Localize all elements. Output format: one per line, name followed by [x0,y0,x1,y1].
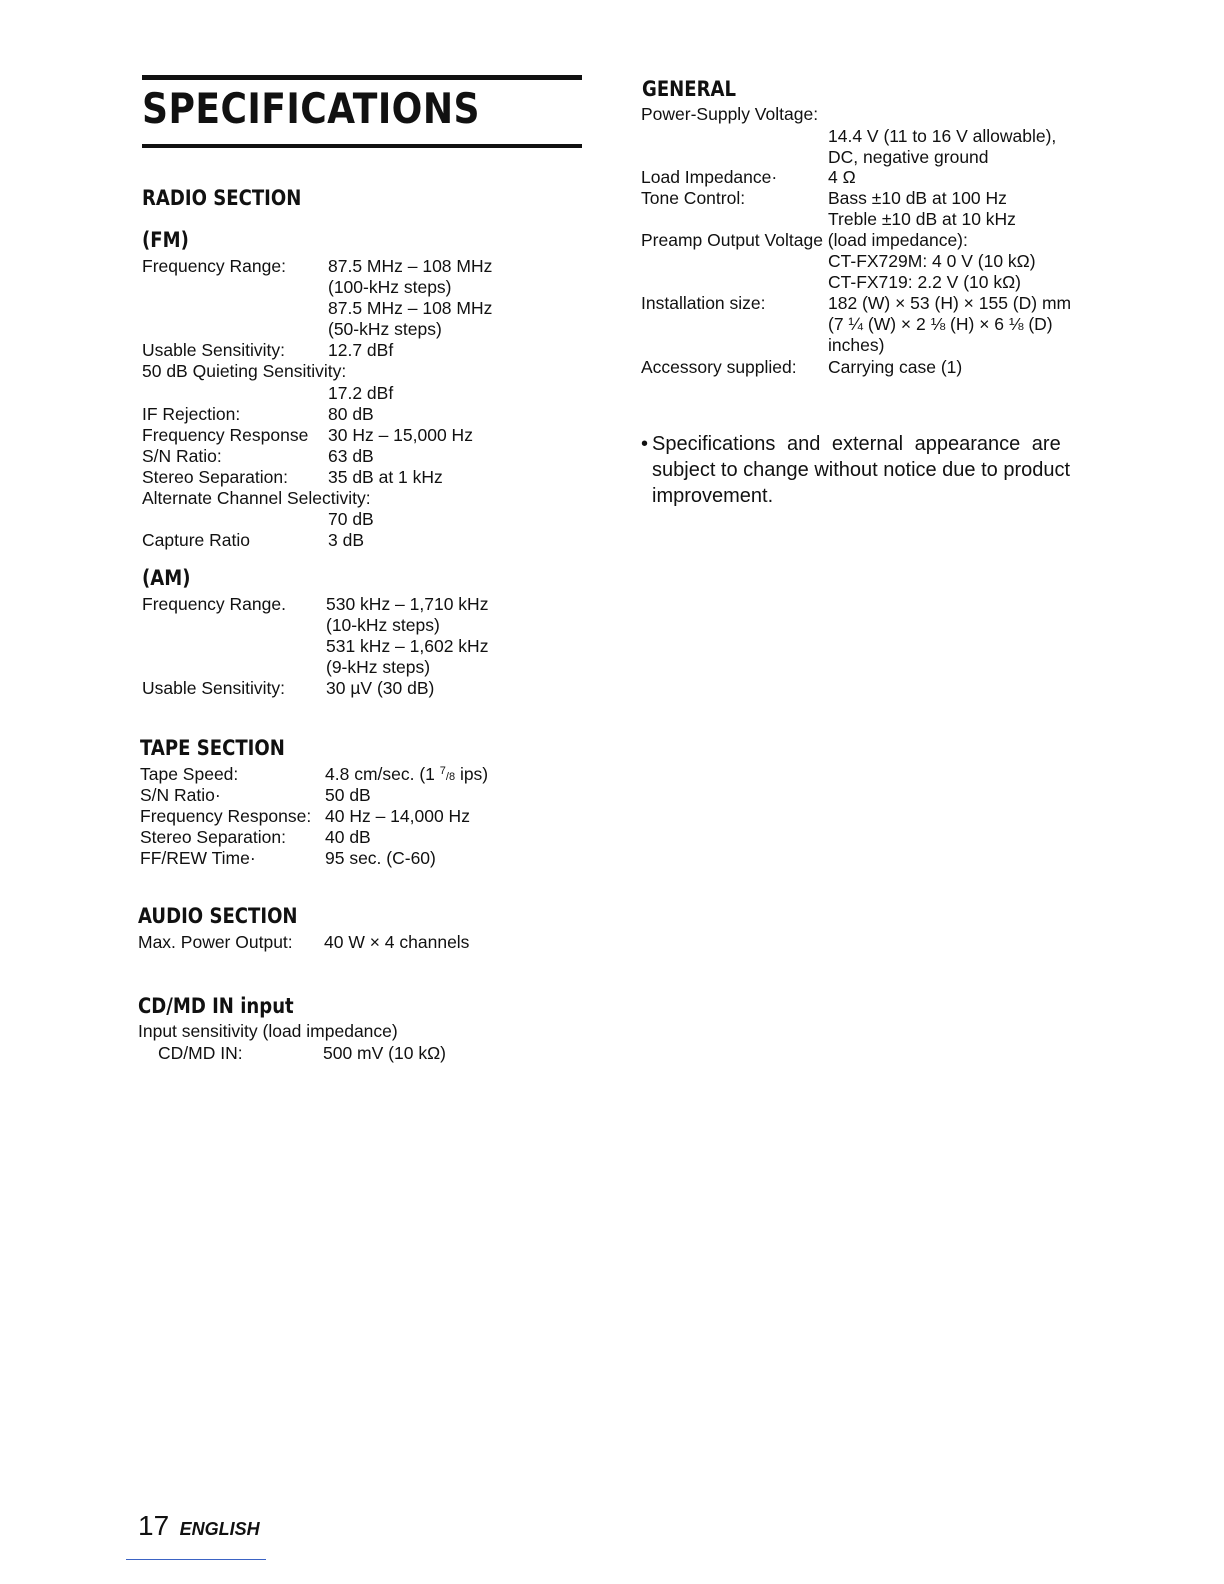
tape-speed-label: Tape Speed: [140,764,239,784]
general-section-heading: GENERAL [642,77,737,101]
am-freq-range-label: Frequency Range. [142,594,286,614]
fm-freq-resp-label: Frequency Response [142,425,309,445]
page-number: 17 [138,1510,170,1541]
general-accessory-label: Accessory supplied: [641,357,797,377]
fm-quieting-label: 50 dB Quieting Sensitivity: [142,361,347,381]
tape-ffrew-value: 95 sec. (C-60) [325,848,436,868]
am-usable-label: Usable Sensitivity: [142,678,285,698]
title-rule-bottom [142,144,582,148]
general-preamp-label: Preamp Output Voltage (load impedance): [641,230,968,250]
fm-usable-label: Usable Sensitivity: [142,340,285,360]
note-line-1: Specifications and external appearance are [652,433,1061,455]
tape-stereo-value: 40 dB [325,827,371,847]
audio-section-heading: AUDIO SECTION [138,904,298,928]
general-accessory-value: Carrying case (1) [828,357,963,377]
note-line-2: subject to change without notice due to product [652,459,1071,481]
general-tone-value-1: Bass ±10 dB at 100 Hz [828,188,1007,208]
cdmd-in-label: CD/MD IN: [158,1043,243,1063]
tape-speed-value-b: ips) [455,764,489,784]
general-psv-value-1: 14.4 V (11 to 16 V allowable), [828,126,1057,146]
page-footer [138,1510,260,1542]
fm-heading: (FM) [142,228,189,252]
fm-capture-value: 3 dB [328,530,364,550]
am-usable-value: 30 µV (30 dB) [326,678,435,698]
radio-section-heading: RADIO SECTION [142,186,302,210]
general-install-label: Installation size: [641,293,766,313]
footer-rule [126,1559,266,1560]
fm-quieting-value: 17.2 dBf [328,383,394,403]
am-freq-range-2: 531 kHz – 1,602 kHz [326,636,489,656]
tape-speed-frac-num: 7 [439,765,446,777]
am-freq-range-1: 530 kHz – 1,710 kHz [326,594,489,614]
general-psv-label: Power-Supply Voltage: [641,104,819,124]
fm-alt-value: 70 dB [328,509,374,529]
general-psv-value-2: DC, negative ground [828,147,989,167]
fm-alt-label: Alternate Channel Selectivity: [142,488,371,508]
audio-max-label: Max. Power Output: [138,932,293,952]
footer-language: ENGLISH [179,1519,260,1539]
fm-stereo-label: Stereo Separation: [142,467,288,487]
note-bullet: • [641,433,649,455]
fm-freq-range-1: 87.5 MHz – 108 MHz [328,256,493,276]
general-load-label: Load Impedance· [641,167,778,187]
tape-section-heading: TAPE SECTION [140,736,285,760]
tape-ffrew-label: FF/REW Time· [140,848,256,868]
fm-if-label: IF Rejection: [142,404,241,424]
fm-freq-range-1-note: (100-kHz steps) [328,277,452,297]
tape-stereo-label: Stereo Separation: [140,827,286,847]
general-preamp-value-1: CT-FX729M: 4 0 V (10 kΩ) [828,251,1036,271]
tape-speed-frac-den: /8 [445,771,456,783]
tape-freq-resp-label: Frequency Response: [140,806,312,826]
general-preamp-value-2: CT-FX719: 2.2 V (10 kΩ) [828,272,1022,292]
general-install-value-2: (7 ¼ (W) × 2 ⅛ (H) × 6 ⅛ (D) [828,314,1053,334]
page-title: SPECIFICATIONS [142,84,480,133]
am-freq-range-1-note: (10-kHz steps) [326,615,440,635]
cdmd-input-label: Input sensitivity (load impedance) [138,1021,398,1041]
tape-sn-label: S/N Ratio· [140,785,221,805]
note-line-3: improvement. [652,485,774,507]
tape-freq-resp-value: 40 Hz – 14,000 Hz [325,806,470,826]
cdmd-in-value: 500 mV (10 kΩ) [323,1043,446,1063]
general-tone-label: Tone Control: [641,188,746,208]
fm-freq-range-2: 87.5 MHz – 108 MHz [328,298,493,318]
fm-freq-range-2-note: (50-kHz steps) [328,319,442,339]
fm-usable-value: 12.7 dBf [328,340,394,360]
fm-capture-label: Capture Ratio [142,530,250,550]
tape-sn-value: 50 dB [325,785,371,805]
fm-stereo-value: 35 dB at 1 kHz [328,467,443,487]
fm-freq-range-label: Frequency Range: [142,256,286,276]
cdmd-section-heading: CD/MD IN input [138,994,294,1018]
am-freq-range-2-note: (9-kHz steps) [326,657,431,677]
fm-sn-label: S/N Ratio: [142,446,222,466]
fm-sn-value: 63 dB [328,446,374,466]
fm-if-value: 80 dB [328,404,374,424]
audio-max-value: 40 W × 4 channels [324,932,470,952]
title-rule-top [142,75,582,80]
general-tone-value-2: Treble ±10 dB at 10 kHz [828,209,1016,229]
tape-speed-value-a: 4.8 cm/sec. (1 [325,764,440,784]
am-heading: (AM) [142,566,191,590]
general-install-value-1: 182 (W) × 53 (H) × 155 (D) mm [828,293,1072,313]
general-install-value-3: inches) [828,335,885,355]
general-load-value: 4 Ω [828,167,856,187]
fm-freq-resp-value: 30 Hz – 15,000 Hz [328,425,473,445]
